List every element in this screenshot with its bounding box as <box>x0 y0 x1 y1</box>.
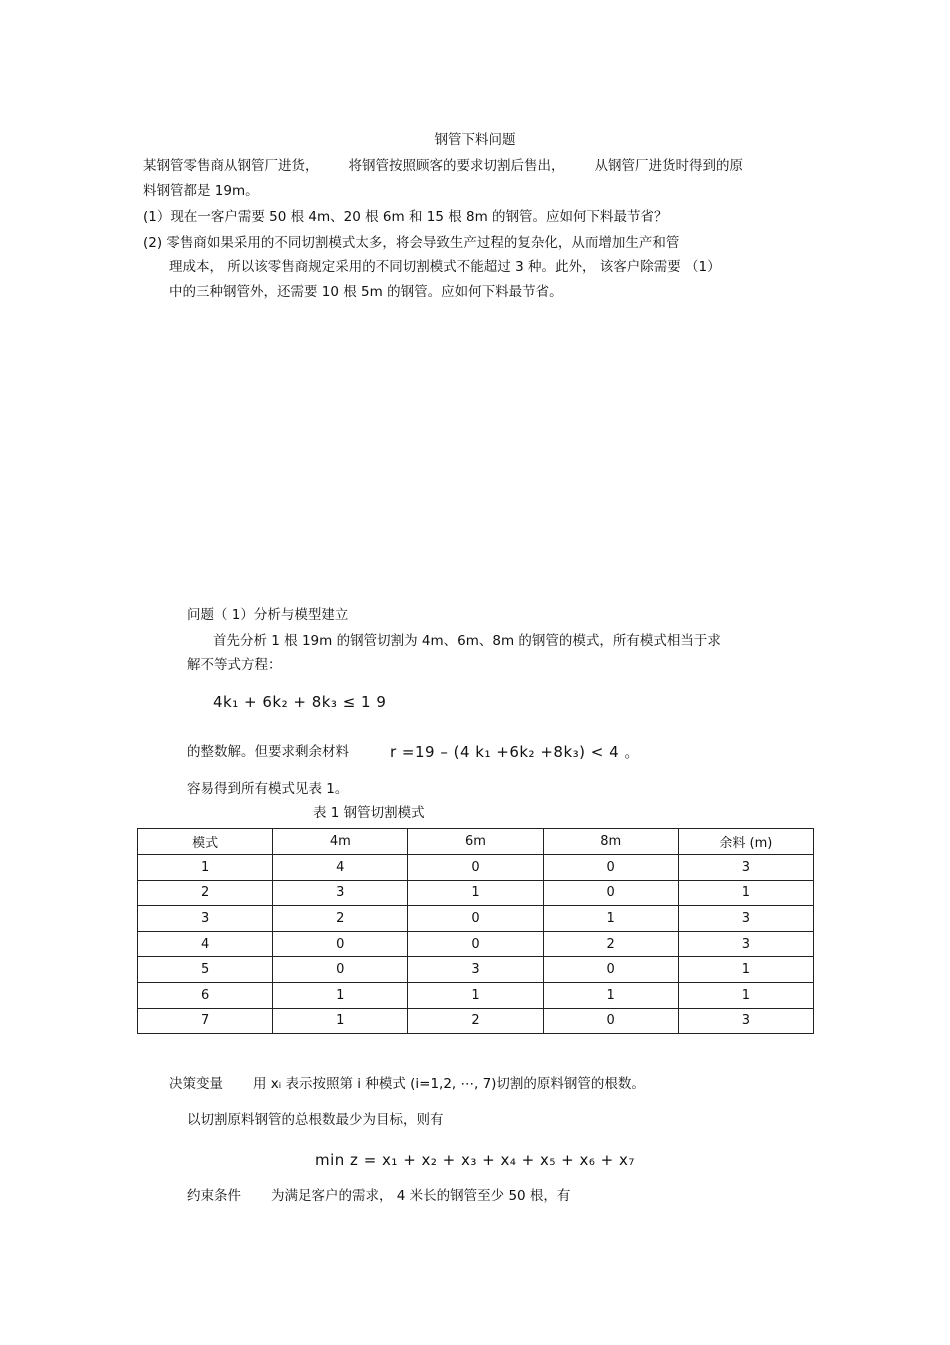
decision-text: 用 xᵢ 表示按照第 i 种模式 (i=1,2, ⋯, 7)切割的原料钢管的根数。 <box>253 1076 645 1092</box>
intro-line-2: 料钢管都是 19m。 <box>143 183 259 199</box>
table-cell: 0 <box>273 957 408 983</box>
table-cell: 1 <box>273 1008 408 1034</box>
table-cell: 3 <box>678 855 813 881</box>
table-cell: 6 <box>138 982 273 1008</box>
analysis-heading: 问题（ 1）分析与模型建立 <box>187 607 349 623</box>
table-cell: 1 <box>678 957 813 983</box>
inequality-formula: 4k₁ + 6k₂ + 8k₃ ≤ 1 9 <box>213 693 387 711</box>
table-cell: 3 <box>138 906 273 932</box>
table-cell: 1 <box>543 906 678 932</box>
constraint-label: 约束条件 <box>187 1188 241 1204</box>
header-mode: 模式 <box>138 829 273 855</box>
remainder-formula: r =19 – (4 k₁ +6k₂ +8k₃) < 4 。 <box>390 743 640 761</box>
header-4m: 4m <box>273 829 408 855</box>
table-row <box>138 982 814 1008</box>
constraint-text: 为满足客户的需求， 4 米长的钢管至少 50 根，有 <box>271 1188 571 1204</box>
question-2-line-1: (2) 零售商如果采用的不同切割模式太多，将会导致生产过程的复杂化，从而增加生产和管 <box>143 235 680 251</box>
table-cell: 0 <box>408 931 543 957</box>
table-cell: 2 <box>138 880 273 906</box>
table-row <box>138 931 814 957</box>
table-cell: 0 <box>408 855 543 881</box>
table-cell: 5 <box>138 957 273 983</box>
intro-line-1a: 某钢管零售商从钢管厂进货， <box>143 158 319 174</box>
objective-formula: min z = x₁ + x₂ + x₃ + x₄ + x₅ + x₆ + x₇ <box>315 1151 635 1169</box>
table-cell: 3 <box>678 906 813 932</box>
table-header-row <box>138 829 814 855</box>
table-cell: 3 <box>273 880 408 906</box>
see-table-text: 容易得到所有模式见表 1。 <box>187 781 349 797</box>
table-cell: 2 <box>543 931 678 957</box>
page-title: 钢管下料问题 <box>434 132 516 148</box>
question-2-line-2: 理成本， 所以该零售商规定采用的不同切割模式不能超过 3 种。此外， 该客户除需要 （1） <box>169 259 721 275</box>
intro-line-1c: 从钢管厂进货时得到的原 <box>594 158 743 174</box>
table-cell: 0 <box>543 880 678 906</box>
objective-intro: 以切割原料钢管的总根数最少为目标，则有 <box>187 1112 444 1128</box>
header-8m: 8m <box>543 829 678 855</box>
table-cell: 3 <box>408 957 543 983</box>
decision-variables <box>169 1076 645 1092</box>
table-cell: 1 <box>678 982 813 1008</box>
table-cell: 0 <box>543 855 678 881</box>
table-cell: 3 <box>678 931 813 957</box>
analysis-paragraph-line-1: 首先分析 1 根 19m 的钢管切割为 4m、6m、8m 的钢管的模式，所有模式相当于求 <box>213 633 721 649</box>
table-row <box>138 1008 814 1034</box>
table-cell: 3 <box>678 1008 813 1034</box>
table-cell: 2 <box>273 906 408 932</box>
table-cell: 0 <box>273 931 408 957</box>
table-row <box>138 957 814 983</box>
table-cell: 0 <box>543 957 678 983</box>
table-caption: 表 1 钢管切割模式 <box>313 805 425 821</box>
remainder-text: 的整数解。但要求剩余材料 <box>187 744 349 760</box>
table-cell: 0 <box>408 906 543 932</box>
header-6m: 6m <box>408 829 543 855</box>
question-1: (1）现在一客户需要 50 根 4m、20 根 6m 和 15 根 8m 的钢管。应如何下料最节省？ <box>143 209 668 225</box>
table-cell: 4 <box>273 855 408 881</box>
constraint-line <box>187 1188 570 1204</box>
header-remainder: 余料 (m) <box>678 829 813 855</box>
table-cell: 0 <box>543 1008 678 1034</box>
table-cell: 4 <box>138 931 273 957</box>
question-2-line-3: 中的三种钢管外，还需要 10 根 5m 的钢管。应如何下料最节省。 <box>169 284 563 300</box>
table-cell: 1 <box>678 880 813 906</box>
table-cell: 1 <box>138 855 273 881</box>
table-cell: 1 <box>273 982 408 1008</box>
analysis-paragraph-line-2: 解不等式方程： <box>187 657 282 673</box>
decision-label: 决策变量 <box>169 1076 223 1092</box>
intro-line-1 <box>143 158 743 174</box>
table-cell: 2 <box>408 1008 543 1034</box>
table-cell: 7 <box>138 1008 273 1034</box>
intro-line-1b: 将钢管按照顾客的要求切割后售出， <box>348 158 565 174</box>
table-row <box>138 855 814 881</box>
table-cell: 1 <box>408 982 543 1008</box>
table-row <box>138 906 814 932</box>
table-row <box>138 880 814 906</box>
modes-table <box>137 828 814 1034</box>
table-cell: 1 <box>408 880 543 906</box>
table-cell: 1 <box>543 982 678 1008</box>
